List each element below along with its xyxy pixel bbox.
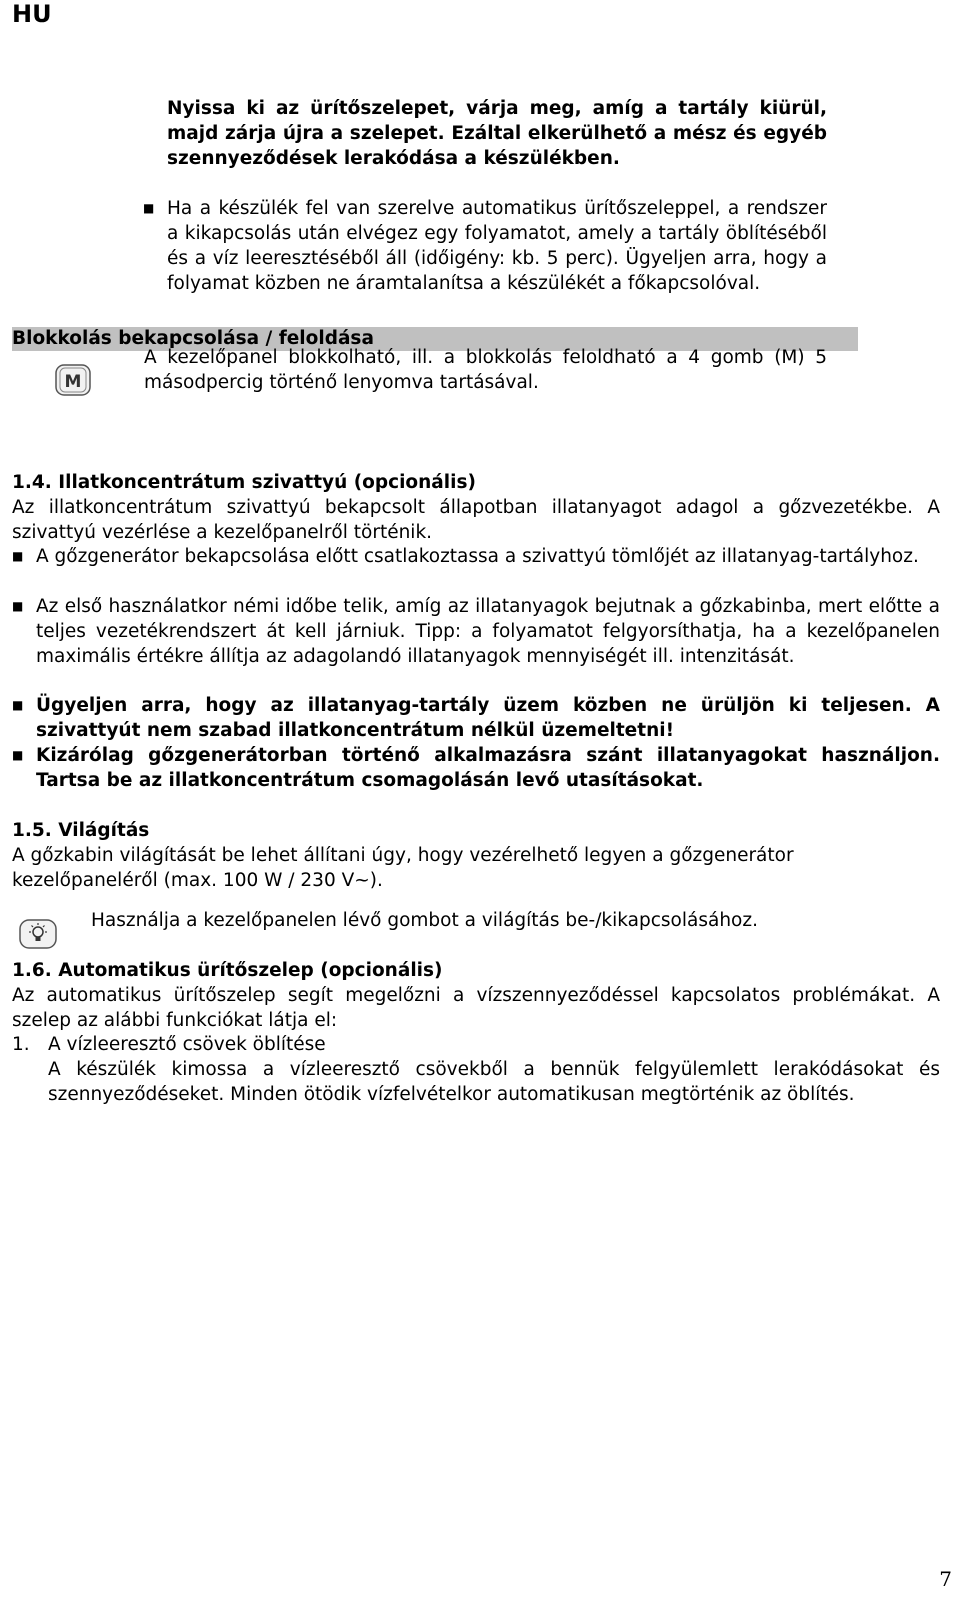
item-number: 1. [12,1034,30,1055]
square-bullet-icon: ■ [12,549,24,563]
s15-paragraph: A gőzkabin világítását be lehet állítani úgy, hogy vezérelhető legyen a gőzgenerátor kezelőpaneléről (max. 100 W / 230 V~). [12,845,794,891]
bullet-text: Kizárólag gőzgenerátorban történő alkalmazásra szánt illatanyagokat használjon. Tartsa be az illatkoncentrátum csomagolásán levő utasításokat. [36,745,940,791]
page-number: 7 [939,1567,952,1591]
square-bullet-icon: ■ [143,201,155,215]
drain-paragraph: Nyissa ki az ürítőszelepet, várja meg, amíg a tartály kiürül, majd zárja újra a szelepet. Ezáltal elkerülhető a mész és egyéb szennyeződések lerakódása a készülékben. [167,98,827,169]
m-button-icon [54,363,92,397]
section-title-lock: Blokkolás bekapcsolása / feloldása [12,327,858,351]
bullet-item [12,594,940,669]
bullet-item [12,743,940,793]
bullet-text: Ha a készülék fel van szerelve automatikus ürítőszeleppel, a rendszer a kikapcsolás után elvégez egy folyamatot, amely a tartály öblítéséből és a víz leeresztéséből áll (időigény: kb. 5 perc). Ügyeljen arra, hogy a folyamat közben ne áramtalanítsa a készülékét a főkapcsolóval. [167,198,827,294]
square-bullet-icon: ■ [12,698,24,712]
s16-paragraph: Az automatikus ürítőszelep segít megelőzni a vízszennyeződéssel kapcsolatos problémákat. A szelep az alábbi funkciókat látja el: [12,985,940,1031]
section-title-1-6: 1.6. Automatikus ürítőszelep (opcionális) [12,960,443,981]
section-title-1-4: 1.4. Illatkoncentrátum szivattyú (opcionális) [12,472,476,493]
s14-paragraph: Az illatkoncentrátum szivattyú bekapcsolt állapotban illatanyagot adagol a gőzvezetékbe. A szivattyú vezérlése a kezelőpanelről történik. [12,497,940,543]
language-label: HU [12,0,52,28]
light-bulb-icon [18,918,58,950]
section-title-1-5: 1.5. Világítás [12,820,150,841]
bullet-item [12,544,940,569]
numbered-item [12,1032,942,1057]
bullet-text: Ügyeljen arra, hogy az illatanyag-tartály üzem közben ne ürüljön ki teljesen. A szivattyút nem szabad illatkoncentrátum nélkül üzemeltetni! [36,695,940,741]
square-bullet-icon: ■ [12,599,24,613]
item-title: A vízleeresztő csövek öblítése [48,1034,326,1055]
svg-text:M: M [64,372,82,392]
bullet-item [143,196,827,296]
lock-text: A kezelőpanel blokkolható, ill. a blokkolás feloldható a 4 gomb (M) 5 másodpercig történő lenyomva tartásával. [144,347,827,393]
light-icon-text: Használja a kezelőpanelen lévő gombot a világítás be-/kikapcsolásához. [91,910,758,931]
square-bullet-icon: ■ [12,748,24,762]
item-text: A készülék kimossa a vízleeresztő csövekből a bennük felgyülemlett lerakódásokat és szennyeződéseket. Minden ötödik vízfelvételkor automatikusan megtörténik az öblítés. [48,1059,940,1105]
bullet-item [12,693,940,743]
bullet-text: Az első használatkor némi időbe telik, amíg az illatanyagok bejutnak a gőzkabinba, mert előtte a teljes vezetékrendszert át kell járniuk. Tipp: a folyamatot felgyorsíthatja, ha a kezelőpanelen maximális értékre állítja az adagolandó illatanyagok mennyiségét ill. intenzitását. [36,596,940,667]
bullet-text: A gőzgenerátor bekapcsolása előtt csatlakoztassa a szivattyú tömlőjét az illatanyag-tartályhoz. [36,546,919,567]
